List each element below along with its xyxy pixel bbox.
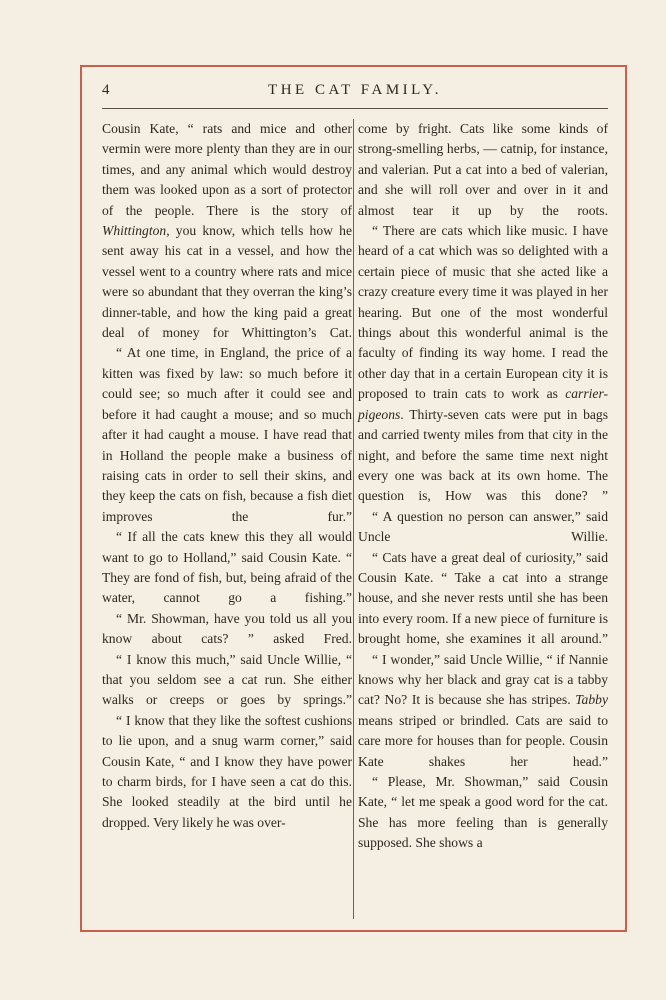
header-rule — [102, 108, 608, 109]
paragraph: “ If all the cats knew this they all would want to go to Holland,” said Cousin Kate. “ They are fond of fish, but, being afraid of the water, cannot go a fishing.” — [102, 529, 352, 606]
left-column — [102, 119, 352, 833]
italic-term: carrier-pigeons — [358, 386, 608, 422]
paragraph-text: “ There are cats which like music. I have heard of a cat which was so delighted with a certain piece of music that she acted like a crazy creature every time it was played in her hearing. But one of the most wonderful things about this wonderful animal is the faculty of finding its way home. I read the other day that in a certain European city it is proposed to train cats to work as — [358, 223, 608, 402]
paragraph — [358, 221, 608, 507]
page-header — [102, 82, 608, 104]
paragraph-text: Cousin Kate, “ rats and mice and other vermin were more plenty than they are in our times, and any animal which would destroy them was looked upon as a sort of protector of the people. There is the story of — [102, 121, 352, 218]
paragraph: “ I know that they like the softest cushions to lie upon, and a snug warm corner,” said Cousin Kate, “ and I know they have power to charm birds, for I have seen a cat do this. She looked steadily at the bird until he dropped. Very likely he was over- — [102, 712, 352, 830]
paragraph-text: . Thirty-seven cats were put in bags and carried twenty miles from that city in the night, and before the same time next night every one was back at its own home. The question is, How was this done? ” — [358, 406, 608, 504]
paragraph: “ A question no person can answer,” said Uncle Willie. — [358, 508, 608, 545]
page-number: 4 — [102, 82, 110, 98]
italic-term: Tabby — [575, 692, 608, 708]
paragraph: “ Mr. Showman, have you told us all you know about cats? ” asked Fred. — [102, 610, 352, 647]
paragraph-text: “ I wonder,” said Uncle Willie, “ if Nannie knows why her black and gray cat is a tabby cat? No? It is because she has stripes. — [358, 651, 608, 708]
paragraph-text: means striped or brindled. Cats are said to care more for houses than for people. Cousin Kate shakes her head.” — [358, 712, 608, 769]
paragraph: come by fright. Cats like some kinds of strong-smelling herbs, — catnip, for instance, and valerian. Put a cat into a bed of valerian, and she will roll over and over in it and almost tear it up by the roots. — [358, 121, 608, 218]
paragraph: “ At one time, in England, the price of a kitten was fixed by law: so much before it could see; so much after it could see and before it had caught a mouse; and so much after it had caught a mouse. I have read that in Holland the people make a business of raising cats in order to sell their skins, and they keep the cats on fish, because a fish diet improves the fur.” — [102, 345, 352, 524]
column-divider — [353, 119, 354, 919]
running-title: THE CAT FAMILY. — [268, 82, 442, 98]
paragraph: “ Please, Mr. Showman,” said Cousin Kate, “ let me speak a good word for the cat. She has more feeling than is generally supposed. She shows a — [358, 774, 608, 851]
paragraph — [358, 650, 608, 772]
paragraph — [102, 119, 352, 343]
paragraph: “ I know this much,” said Uncle Willie, “ that you seldom see a cat run. She either walks or creeps or goes by springs.” — [102, 651, 352, 708]
paragraph: “ Cats have a great deal of curiosity,” said Cousin Kate. “ Take a cat into a strange house, and she never rests until she has been into every room. If a new piece of furniture is brought home, she examines it all around.” — [358, 549, 608, 647]
right-column — [358, 119, 608, 854]
paragraph-text: , you know, which tells how he sent away his cat in a vessel, and how the vessel went to a country where rats and mice were so abundant that they overran the king’s dinner-table, and how the king paid a great deal of money for Whittington’s Cat. — [102, 223, 352, 341]
italic-title: Whittington — [102, 223, 167, 239]
